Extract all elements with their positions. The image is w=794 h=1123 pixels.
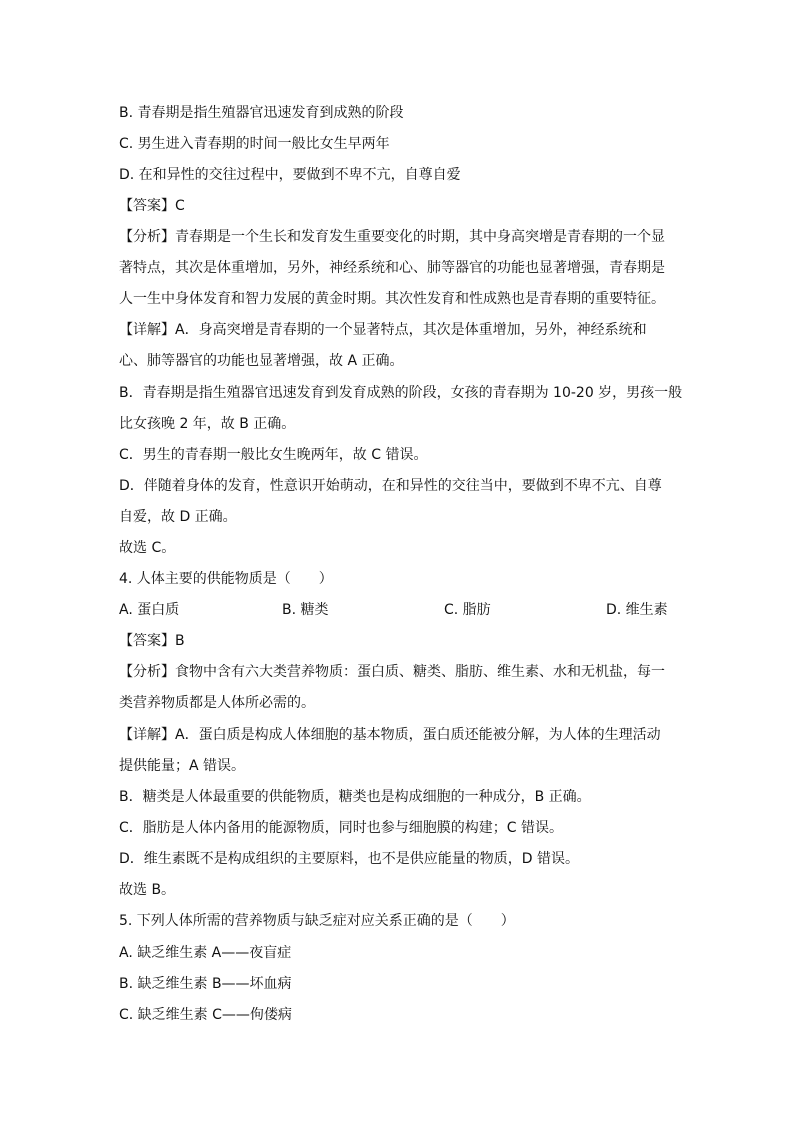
q3-conclusion: 故选 C。 xyxy=(119,540,176,556)
q3-analysis-line: 著特点，其次是体重增加，另外，神经系统和心、肺等器官的功能也显著增强，青春期是 xyxy=(119,260,665,276)
q4-conclusion: 故选 B。 xyxy=(119,882,176,898)
q3-analysis-line: 【分析】青春期是一个生长和发育发生重要变化的时期，其中身高突增是青春期的一个显 xyxy=(119,229,665,245)
q3-answer: 【答案】C xyxy=(119,198,185,214)
q4-option-c: C. 脂肪 xyxy=(444,602,491,618)
q4-detail-line: 提供能量；A 错误。 xyxy=(119,758,246,774)
q4-analysis-line: 类营养物质都是人体所必需的。 xyxy=(119,695,315,711)
q4-detail-line: D．维生素既不是构成组织的主要原料，也不是供应能量的物质，D 错误。 xyxy=(119,851,580,867)
q4-option-d: D. 维生素 xyxy=(606,602,668,618)
q5-option-c: C. 缺乏维生素 C——佝偻病 xyxy=(119,1007,292,1023)
q3-detail-line: 比女孩晚 2 年，故 B 正确。 xyxy=(119,416,296,432)
q3-detail-line: 心、肺等器官的功能也显著增强，故 A 正确。 xyxy=(119,353,404,369)
q4-analysis-line: 【分析】食物中含有六大类营养物质：蛋白质、糖类、脂肪、维生素、水和无机盐，每一 xyxy=(119,664,665,680)
q4-answer: 【答案】B xyxy=(119,633,185,649)
q3-option-c: C. 男生进入青春期的时间一般比女生早两年 xyxy=(119,136,390,152)
q5-question: 5. 下列人体所需的营养物质与缺乏症对应关系正确的是（ ） xyxy=(119,913,515,929)
q3-option-b: B. 青春期是指生殖器官迅速发育到成熟的阶段 xyxy=(119,105,404,121)
q3-detail-line: C．男生的青春期一般比女生晚两年，故 C 错误。 xyxy=(119,447,428,463)
q4-option-b: B. 糖类 xyxy=(282,602,329,618)
q3-detail-line: 自爱，故 D 正确。 xyxy=(119,509,237,525)
q3-detail-line: 【详解】A．身高突增是青春期的一个显著特点，其次是体重增加，另外，神经系统和 xyxy=(119,322,647,338)
q4-option-a: A. 蛋白质 xyxy=(119,602,180,618)
q4-detail-line: C．脂肪是人体内备用的能源物质，同时也参与细胞膜的构建；C 错误。 xyxy=(119,820,563,836)
q4-detail-line: B．糖类是人体最重要的供能物质，糖类也是构成细胞的一种成分，B 正确。 xyxy=(119,789,591,805)
q3-detail-line: B．青春期是指生殖器官迅速发育到发育成熟的阶段，女孩的青春期为 10-20 岁，男孩一般 xyxy=(119,385,683,401)
q5-option-b: B. 缺乏维生素 B——坏血病 xyxy=(119,976,292,992)
q3-option-d: D. 在和异性的交往过程中，要做到不卑不亢，自尊自爱 xyxy=(119,167,461,183)
q5-option-a: A. 缺乏维生素 A——夜盲症 xyxy=(119,945,292,961)
q3-analysis-line: 人一生中身体发育和智力发展的黄金时期。其次性发育和性成熟也是青春期的重要特征。 xyxy=(119,291,665,307)
q3-detail-line: D．伴随着身体的发育，性意识开始萌动，在和异性的交往当中，要做到不卑不亢、自尊 xyxy=(119,478,662,494)
q4-question: 4. 人体主要的供能物质是（ ） xyxy=(119,571,333,587)
q4-detail-line: 【详解】A．蛋白质是构成人体细胞的基本物质，蛋白质还能被分解，为人体的生理活动 xyxy=(119,727,661,743)
